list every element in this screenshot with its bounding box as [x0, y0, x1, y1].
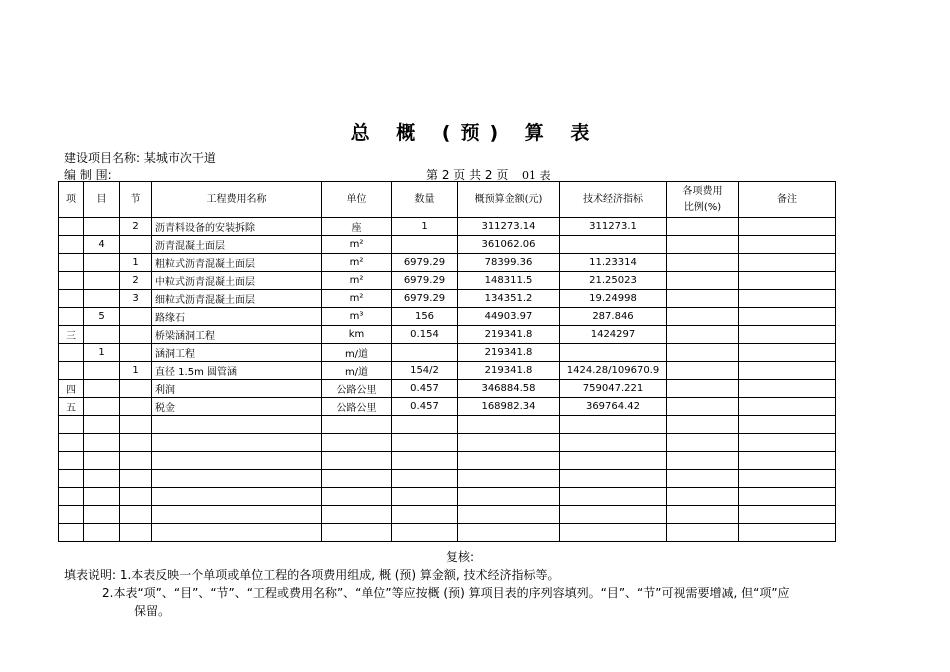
- cell-jie: 2: [120, 218, 152, 236]
- page-title: 总 概 (预) 算 表: [350, 122, 600, 144]
- cell-amount: 346884.58: [458, 380, 560, 398]
- cell-mu: [84, 416, 120, 434]
- cell-name: [152, 524, 322, 542]
- cell-mu: [84, 488, 120, 506]
- cell-index: 759047.221: [560, 380, 667, 398]
- table-row: [59, 434, 836, 452]
- cell-xiang: [59, 362, 84, 380]
- cell-mu: [84, 470, 120, 488]
- note-line-1: 填表说明: 1.本表反映一个单项或单位工程的各项费用组成, 概 (预) 算金额, 技术经济指标等。: [64, 568, 560, 582]
- table-row: [59, 362, 836, 380]
- header-mu: 目: [84, 182, 120, 218]
- cell-remark: [739, 416, 836, 434]
- cell-unit: [322, 416, 392, 434]
- cell-ratio: [667, 362, 739, 380]
- cell-mu: [84, 452, 120, 470]
- header-ratio-line2: 比例(%): [683, 201, 722, 213]
- cell-remark: [739, 506, 836, 524]
- cell-unit: [322, 506, 392, 524]
- header-remark: 备注: [739, 182, 836, 218]
- cell-remark: [739, 398, 836, 416]
- cell-index: [560, 236, 667, 254]
- cell-jie: 2: [120, 272, 152, 290]
- cell-unit: [322, 524, 392, 542]
- cell-index: 11.23314: [560, 254, 667, 272]
- cell-name: 沥青料设备的安装拆除: [152, 218, 322, 236]
- cell-xiang: [59, 488, 84, 506]
- cell-name: 直径 1.5m 圆管涵: [152, 362, 322, 380]
- cell-amount: 219341.8: [458, 326, 560, 344]
- cell-xiang: 三: [59, 326, 84, 344]
- cell-index: [560, 524, 667, 542]
- cell-index: 369764.42: [560, 398, 667, 416]
- header-ratio-line1: 各项费用: [682, 185, 723, 197]
- cell-jie: [120, 416, 152, 434]
- cell-amount: 219341.8: [458, 344, 560, 362]
- cell-mu: [84, 506, 120, 524]
- header-unit: 单位: [322, 182, 392, 218]
- cell-mu: 1: [84, 344, 120, 362]
- cell-ratio: [667, 254, 739, 272]
- cell-xiang: [59, 434, 84, 452]
- form-code: 01 表: [522, 169, 551, 182]
- cell-qty: [392, 470, 458, 488]
- cell-name: [152, 488, 322, 506]
- table-row: [59, 290, 836, 308]
- cell-amount: 361062.06: [458, 236, 560, 254]
- cell-qty: [392, 344, 458, 362]
- cell-mu: [84, 326, 120, 344]
- cell-index: 1424.28/109670.9: [560, 362, 667, 380]
- cell-unit: m/道: [322, 362, 392, 380]
- cell-remark: [739, 326, 836, 344]
- cell-xiang: [59, 470, 84, 488]
- cell-xiang: 四: [59, 380, 84, 398]
- cell-name: [152, 434, 322, 452]
- cell-jie: [120, 398, 152, 416]
- cell-xiang: 五: [59, 398, 84, 416]
- cell-remark: [739, 254, 836, 272]
- cell-amount: [458, 470, 560, 488]
- table-row: [59, 272, 836, 290]
- cell-ratio: [667, 326, 739, 344]
- header-tech-index: 技术经济指标: [560, 182, 667, 218]
- cell-name: [152, 452, 322, 470]
- header-ratio: [667, 182, 739, 218]
- cell-name: 中粒式沥青混凝土面层: [152, 272, 322, 290]
- cell-index: [560, 506, 667, 524]
- cell-ratio: [667, 218, 739, 236]
- cell-xiang: [59, 416, 84, 434]
- cell-remark: [739, 218, 836, 236]
- cell-ratio: [667, 380, 739, 398]
- cell-mu: 5: [84, 308, 120, 326]
- cell-unit: 公路公里: [322, 398, 392, 416]
- header-amount: 概预算金额(元): [458, 182, 560, 218]
- cell-ratio: [667, 344, 739, 362]
- cell-unit: km: [322, 326, 392, 344]
- cell-qty: 0.154: [392, 326, 458, 344]
- cell-unit: m²: [322, 254, 392, 272]
- table-row: [59, 470, 836, 488]
- note-line-2: 2.本表“项”、“目”、“节”、“工程或费用名称”、“单位”等应按概 (预) 算项目表的序列容填列。“目”、“节”可视需要增减, 但“项”应: [102, 586, 790, 600]
- review-label: 复核:: [446, 550, 475, 564]
- cell-xiang: [59, 308, 84, 326]
- header-name: 工程费用名称: [152, 182, 322, 218]
- cell-name: 路缘石: [152, 308, 322, 326]
- cell-xiang: [59, 236, 84, 254]
- cell-qty: 1: [392, 218, 458, 236]
- cell-jie: [120, 344, 152, 362]
- cell-xiang: [59, 524, 84, 542]
- cell-remark: [739, 236, 836, 254]
- table-row: [59, 218, 836, 236]
- cell-remark: [739, 470, 836, 488]
- cell-qty: [392, 524, 458, 542]
- cell-index: [560, 470, 667, 488]
- cell-unit: [322, 434, 392, 452]
- table-header-row: [59, 182, 836, 218]
- cell-qty: [392, 488, 458, 506]
- cell-amount: 44903.97: [458, 308, 560, 326]
- cell-jie: [120, 326, 152, 344]
- cell-jie: 3: [120, 290, 152, 308]
- cell-mu: [84, 524, 120, 542]
- cell-qty: [392, 236, 458, 254]
- cell-qty: [392, 434, 458, 452]
- cell-jie: [120, 434, 152, 452]
- cell-jie: 1: [120, 362, 152, 380]
- cell-index: [560, 488, 667, 506]
- cell-remark: [739, 344, 836, 362]
- cell-name: 利润: [152, 380, 322, 398]
- cell-unit: m²: [322, 236, 392, 254]
- cell-index: [560, 452, 667, 470]
- cell-unit: m²: [322, 290, 392, 308]
- cell-jie: [120, 380, 152, 398]
- cell-mu: [84, 272, 120, 290]
- cell-name: 粗粒式沥青混凝土面层: [152, 254, 322, 272]
- note-line-3: 保留。: [134, 604, 171, 618]
- cell-mu: [84, 398, 120, 416]
- table-row: [59, 398, 836, 416]
- table-row: [59, 254, 836, 272]
- cell-ratio: [667, 398, 739, 416]
- cell-unit: m³: [322, 308, 392, 326]
- cell-xiang: [59, 506, 84, 524]
- cell-amount: [458, 416, 560, 434]
- cell-unit: m/道: [322, 344, 392, 362]
- cell-jie: [120, 236, 152, 254]
- cell-mu: [84, 362, 120, 380]
- table-row: [59, 308, 836, 326]
- cell-remark: [739, 524, 836, 542]
- cell-amount: [458, 524, 560, 542]
- cell-unit: 座: [322, 218, 392, 236]
- table-row: [59, 344, 836, 362]
- cell-remark: [739, 452, 836, 470]
- cell-jie: [120, 506, 152, 524]
- cell-name: 细粒式沥青混凝土面层: [152, 290, 322, 308]
- cell-qty: 0.457: [392, 380, 458, 398]
- cell-mu: 4: [84, 236, 120, 254]
- cell-index: 311273.1: [560, 218, 667, 236]
- cell-qty: 6979.29: [392, 254, 458, 272]
- cell-mu: [84, 218, 120, 236]
- cell-qty: [392, 452, 458, 470]
- cell-amount: 311273.14: [458, 218, 560, 236]
- table-row: [59, 380, 836, 398]
- table-row: [59, 524, 836, 542]
- cell-xiang: [59, 344, 84, 362]
- cell-amount: [458, 452, 560, 470]
- cell-jie: [120, 524, 152, 542]
- cell-ratio: [667, 452, 739, 470]
- cell-unit: m²: [322, 272, 392, 290]
- table-row: [59, 326, 836, 344]
- cell-ratio: [667, 416, 739, 434]
- cell-qty: 156: [392, 308, 458, 326]
- cell-qty: 154/2: [392, 362, 458, 380]
- cell-remark: [739, 380, 836, 398]
- cell-mu: [84, 434, 120, 452]
- header-jie: 节: [120, 182, 152, 218]
- cell-unit: [322, 452, 392, 470]
- cell-xiang: [59, 452, 84, 470]
- header-quantity: 数量: [392, 182, 458, 218]
- cell-mu: [84, 290, 120, 308]
- table-row: [59, 416, 836, 434]
- cell-ratio: [667, 434, 739, 452]
- cell-amount: 219341.8: [458, 362, 560, 380]
- cell-unit: 公路公里: [322, 380, 392, 398]
- cell-amount: 78399.36: [458, 254, 560, 272]
- cell-amount: 148311.5: [458, 272, 560, 290]
- cell-name: [152, 416, 322, 434]
- cell-name: 桥梁涵洞工程: [152, 326, 322, 344]
- project-name-line: 建设项目名称: 某城市次干道: [64, 151, 216, 165]
- cell-xiang: [59, 254, 84, 272]
- cell-ratio: [667, 506, 739, 524]
- cell-jie: [120, 488, 152, 506]
- cell-name: [152, 470, 322, 488]
- cell-amount: 168982.34: [458, 398, 560, 416]
- cell-remark: [739, 362, 836, 380]
- cell-index: 21.25023: [560, 272, 667, 290]
- cell-amount: [458, 488, 560, 506]
- scope-line: 编 制 围:: [64, 168, 112, 182]
- table-row: [59, 506, 836, 524]
- cell-ratio: [667, 524, 739, 542]
- cell-mu: [84, 380, 120, 398]
- cell-mu: [84, 254, 120, 272]
- cell-xiang: [59, 272, 84, 290]
- cell-name: 税金: [152, 398, 322, 416]
- cell-index: [560, 434, 667, 452]
- cell-remark: [739, 488, 836, 506]
- cell-qty: 6979.29: [392, 272, 458, 290]
- cell-qty: [392, 506, 458, 524]
- cell-name: 涵洞工程: [152, 344, 322, 362]
- cell-amount: 134351.2: [458, 290, 560, 308]
- cell-index: 287.846: [560, 308, 667, 326]
- cell-remark: [739, 434, 836, 452]
- table-row: [59, 452, 836, 470]
- cell-qty: 6979.29: [392, 290, 458, 308]
- budget-table: [58, 181, 836, 542]
- cell-index: 19.24998: [560, 290, 667, 308]
- cell-amount: [458, 434, 560, 452]
- cell-ratio: [667, 470, 739, 488]
- header-xiang: 项: [59, 182, 84, 218]
- table-row: [59, 488, 836, 506]
- cell-unit: [322, 470, 392, 488]
- cell-jie: [120, 470, 152, 488]
- cell-ratio: [667, 272, 739, 290]
- cell-qty: [392, 416, 458, 434]
- cell-ratio: [667, 236, 739, 254]
- cell-name: [152, 506, 322, 524]
- cell-ratio: [667, 308, 739, 326]
- cell-index: [560, 416, 667, 434]
- table-body: [59, 218, 836, 542]
- table-row: [59, 236, 836, 254]
- page-info: 第 2 页 共 2 页: [426, 168, 509, 182]
- cell-remark: [739, 290, 836, 308]
- cell-unit: [322, 488, 392, 506]
- cell-jie: 1: [120, 254, 152, 272]
- cell-jie: [120, 308, 152, 326]
- cell-index: [560, 344, 667, 362]
- cell-remark: [739, 272, 836, 290]
- cell-xiang: [59, 290, 84, 308]
- cell-ratio: [667, 290, 739, 308]
- cell-remark: [739, 308, 836, 326]
- cell-xiang: [59, 218, 84, 236]
- cell-index: 1424297: [560, 326, 667, 344]
- cell-amount: [458, 506, 560, 524]
- cell-qty: 0.457: [392, 398, 458, 416]
- cell-ratio: [667, 488, 739, 506]
- cell-jie: [120, 452, 152, 470]
- cell-name: 沥青混凝土面层: [152, 236, 322, 254]
